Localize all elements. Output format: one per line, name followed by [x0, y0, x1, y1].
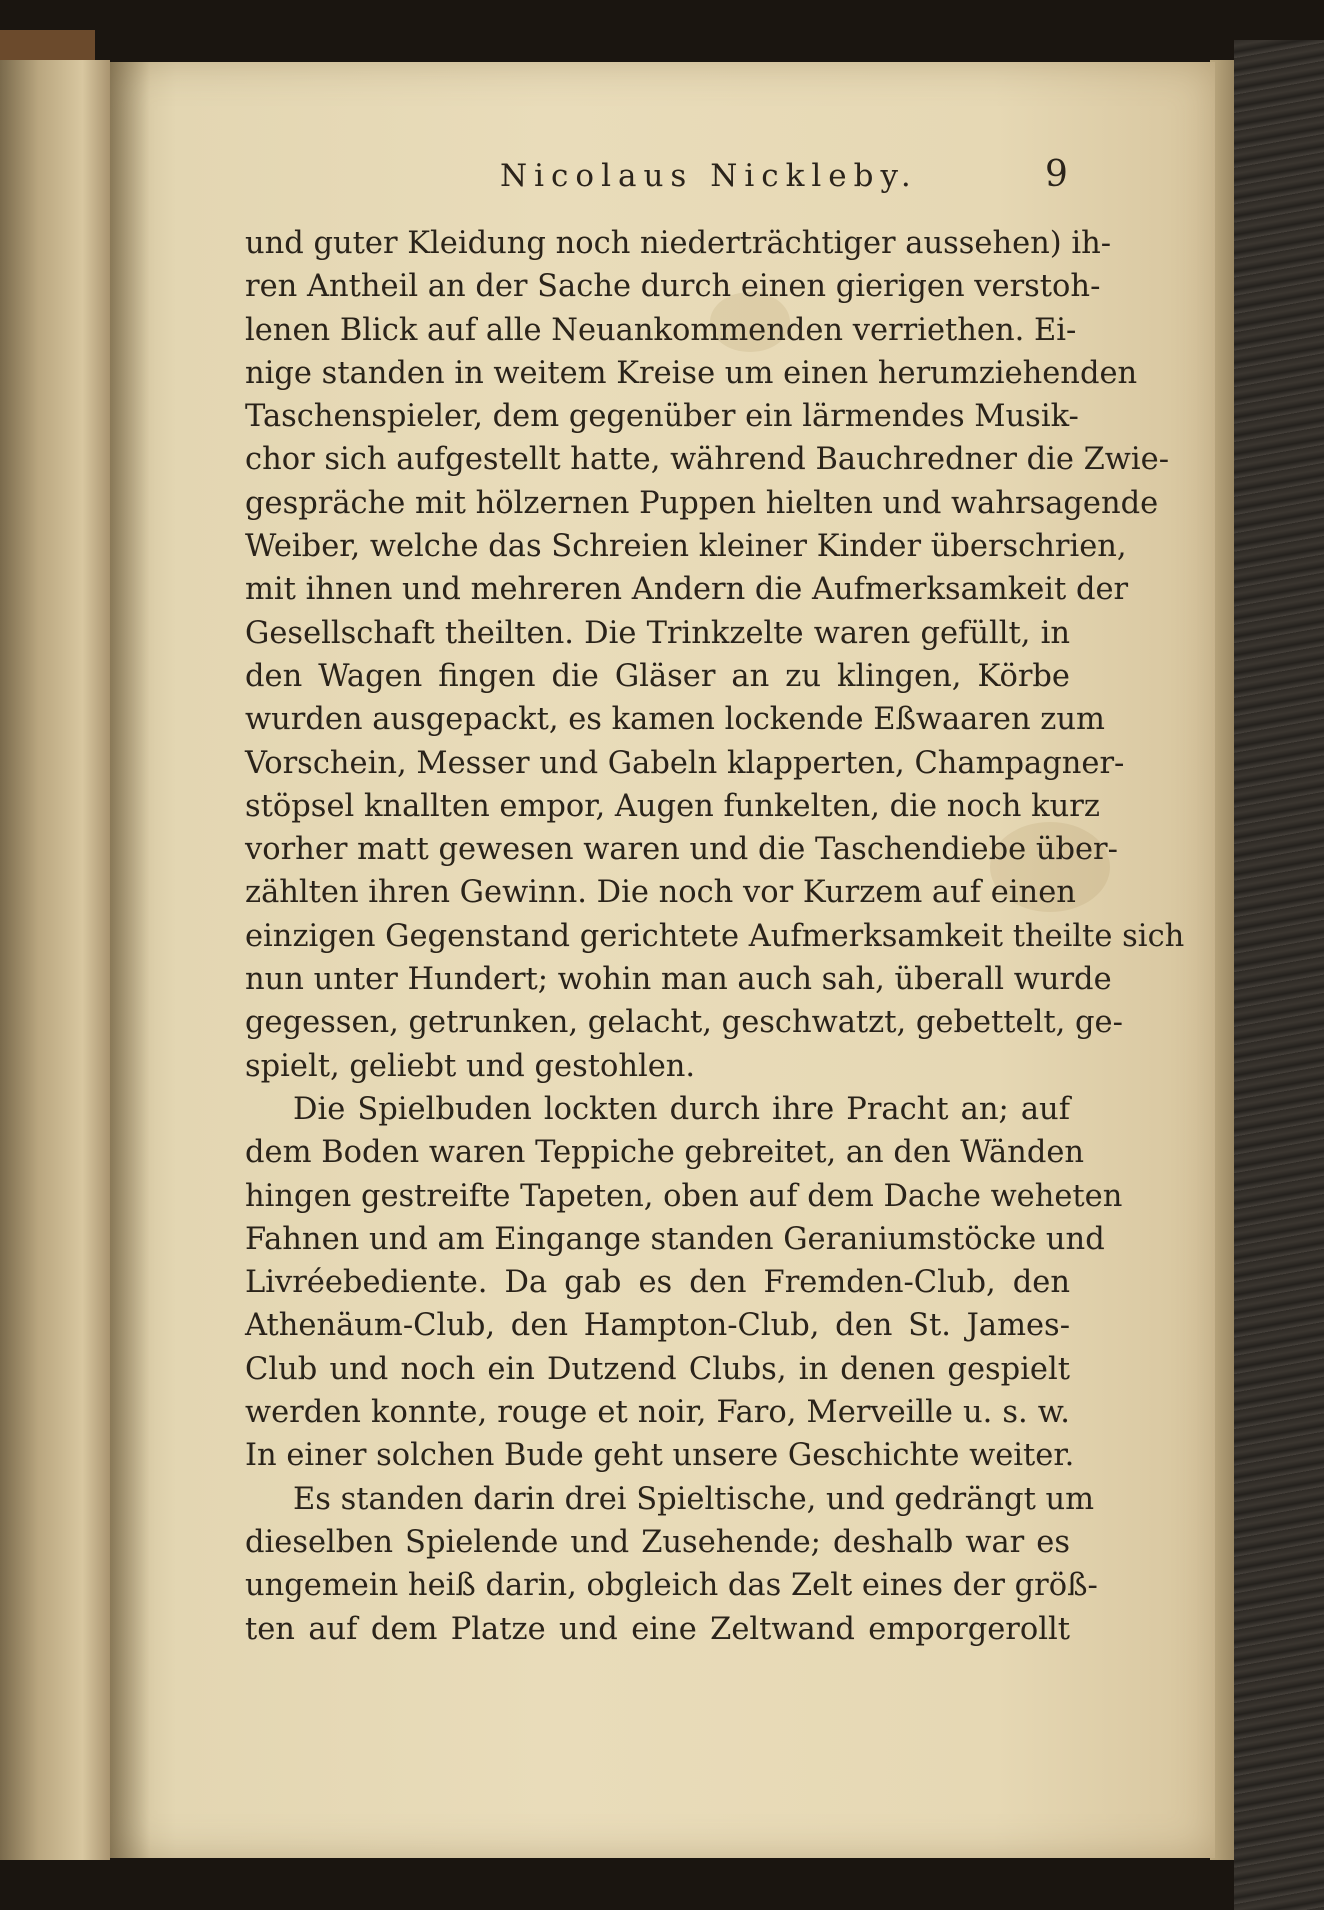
- book-cover-board: [1234, 40, 1324, 1910]
- running-head-title: Nicolaus Nickleby.: [500, 158, 918, 194]
- text-line: dieselben Spielende und Zusehende; deshalb war es: [245, 1524, 1070, 1560]
- text-line: gespräche mit hölzernen Puppen hielten und wahrsagende: [245, 485, 1159, 521]
- text-line: zählten ihren Gewinn. Die noch vor Kurzem auf einen: [245, 875, 1076, 911]
- text-line: nun unter Hundert; wohin man auch sah, überall wurde: [245, 962, 1112, 998]
- book-page: [110, 62, 1215, 1858]
- text-line: ren Antheil an der Sache durch einen gierigen verstoh-: [245, 269, 1101, 305]
- text-line: nige standen in weitem Kreise um einen herumziehenden: [245, 355, 1138, 391]
- text-line: hingen gestreifte Tapeten, oben auf dem Dache weheten: [245, 1178, 1123, 1214]
- text-line: Weiber, welche das Schreien kleiner Kinder überschrien,: [245, 529, 1127, 565]
- text-line: In einer solchen Bude geht unsere Geschichte weiter.: [245, 1438, 1075, 1474]
- page-number: 9: [1045, 154, 1068, 195]
- text-line: Fahnen und am Eingange standen Geraniumstöcke und: [245, 1221, 1105, 1257]
- text-line: werden konnte, rouge et noir, Faro, Merveille u. s. w.: [245, 1395, 1070, 1431]
- text-line: stöpsel knallten empor, Augen funkelten, die noch kurz: [245, 788, 1100, 824]
- text-line: Vorschein, Messer und Gabeln klapperten, Champagner-: [245, 745, 1125, 781]
- text-line: chor sich aufgestellt hatte, während Bauchredner die Zwie-: [245, 442, 1170, 478]
- text-line: wurden ausgepackt, es kamen lockende Eßwaaren zum: [245, 702, 1105, 738]
- text-line: Taschenspieler, dem gegenüber ein lärmendes Musik-: [245, 399, 1079, 435]
- text-line: mit ihnen und mehreren Andern die Aufmerksamkeit der: [245, 572, 1129, 608]
- text-line: ten auf dem Platze und eine Zeltwand emporgerollt: [245, 1611, 1070, 1647]
- text-line: spielt, geliebt und gestohlen.: [245, 1048, 696, 1084]
- text-line: dem Boden waren Teppiche gebreitet, an den Wänden: [245, 1135, 1085, 1171]
- text-line: den Wagen fingen die Gläser an zu klingen, Körbe: [245, 658, 1070, 694]
- text-line: Livréebediente. Da gab es den Fremden-Club, den: [245, 1265, 1070, 1301]
- body-text: [245, 222, 1185, 1651]
- text-line: vorher matt gewesen waren und die Taschendiebe über-: [245, 832, 1118, 868]
- text-line: lenen Blick auf alle Neuankommenden verriethen. Ei-: [245, 312, 1077, 348]
- text-line: Es standen darin drei Spieltische, und gedrängt um: [293, 1481, 1095, 1517]
- text-line: gegessen, getrunken, gelacht, geschwatzt, gebettelt, ge-: [245, 1005, 1123, 1041]
- text-line: Athenäum-Club, den Hampton-Club, den St. James-: [245, 1308, 1070, 1344]
- text-line: und guter Kleidung noch niederträchtiger aussehen) ih-: [245, 226, 1112, 261]
- text-line: Die Spielbuden lockten durch ihre Pracht an; auf: [293, 1091, 1070, 1127]
- running-head: [110, 154, 1215, 214]
- gutter-shadow: [110, 62, 150, 1858]
- text-line: Gesellschaft theilten. Die Trinkzelte waren gefüllt, in: [245, 615, 1070, 651]
- facing-page-edge: [0, 60, 110, 1860]
- text-line: Club und noch ein Dutzend Clubs, in denen gespielt: [245, 1351, 1070, 1387]
- text-line: ungemein heiß darin, obgleich das Zelt eines der größ-: [245, 1568, 1098, 1604]
- text-line: einzigen Gegenstand gerichtete Aufmerksamkeit theilte sich: [245, 918, 1185, 954]
